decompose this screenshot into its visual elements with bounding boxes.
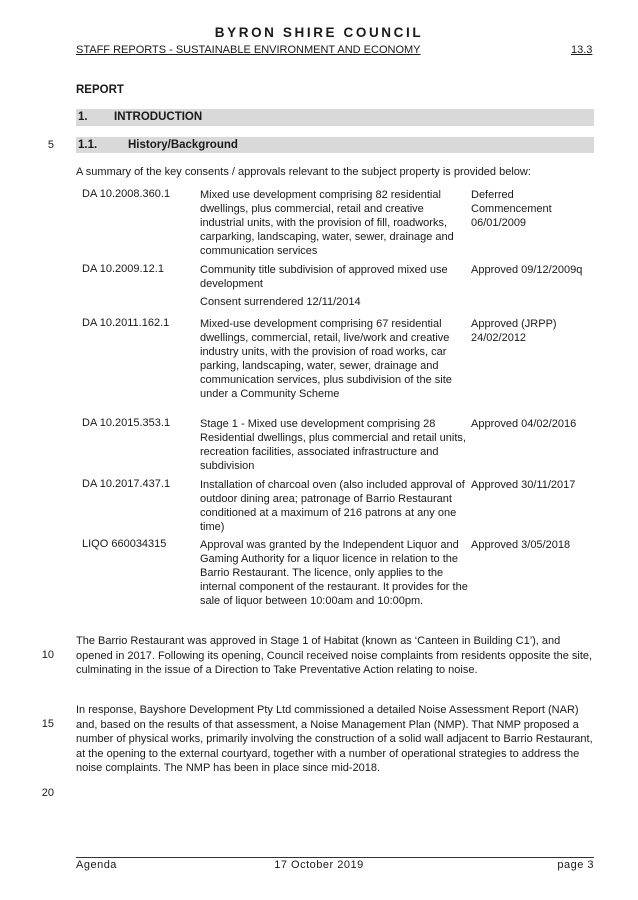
- line-number: 10: [41, 649, 54, 661]
- footer-agenda: Agenda: [76, 859, 117, 871]
- subsection-heading-bar: [76, 137, 594, 153]
- consent-status: Approved (JRPP) 24/02/2012: [471, 318, 557, 345]
- consent-id: DA 10.2015.353.1: [82, 417, 171, 429]
- report-subtitle: STAFF REPORTS - SUSTAINABLE ENVIRONMENT AND ECONOMY: [76, 44, 421, 56]
- footer-page-number: page 3: [557, 859, 594, 871]
- consent-note: Consent surrendered 12/11/2014: [200, 296, 361, 308]
- intro-text: A summary of the key consents / approvals relevant to the subject property is provided below:: [76, 166, 531, 178]
- consent-id: DA 10.2008.360.1: [82, 188, 171, 200]
- footer-date: 17 October 2019: [274, 859, 364, 871]
- consent-description: Mixed use development comprising 82 residential dwellings, plus commercial, retail and creative industrial units, with the provision of fill, roadworks, carparking, landscaping, water, sewer, drainage and communication services: [200, 189, 454, 258]
- consent-status: Approved 30/11/2017: [471, 479, 576, 491]
- consent-status: Approved 3/05/2018: [471, 539, 571, 551]
- report-heading: REPORT: [76, 84, 124, 96]
- consent-id: DA 10.2011.162.1: [82, 317, 170, 329]
- consent-description: Stage 1 - Mixed use development comprising 28 Residential dwellings, plus commercial and retail units, recreation facilities, associated infrastructure and subdivision: [200, 418, 466, 473]
- consent-status: Approved 04/02/2016: [471, 418, 577, 430]
- line-number: 5: [47, 139, 54, 151]
- section-number-label: 1.: [78, 111, 88, 123]
- consent-description: Mixed-use development comprising 67 residential dwellings, commercial, retail, live/work and creative industry units, with the provision of road works, car parking, landscaping, water, sewer, drainage and communication services, plus subdivision of the site under a Community Scheme: [200, 318, 452, 401]
- line-number: 15: [41, 718, 54, 730]
- footer-rule: [76, 857, 594, 858]
- consent-description: Community title subdivision of approved mixed use development: [200, 264, 448, 291]
- consent-status: Deferred Commencement 06/01/2009: [471, 189, 552, 230]
- consent-id: DA 10.2017.437.1: [82, 478, 171, 490]
- body-paragraph: In response, Bayshore Development Pty Ltd commissioned a detailed Noise Assessment Report (NAR) and, based on the results of that assessment, a Noise Management Plan (NMP). That NMP proposed a number of physical works, primarily involving the construction of a solid wall adjacent to Barrio Restaurant, at the opening to the external courtyard, together with a number of operational strategies to address the noise complaints. The NMP has been in place since mid-2018.: [76, 704, 593, 775]
- subsection-number-label: 1.1.: [78, 139, 98, 151]
- body-paragraph: The Barrio Restaurant was approved in Stage 1 of Habitat (known as ‘Canteen in Building C1’), and opened in 2017. Following its opening, Council received noise complaints from residents opposite the site, culminating in the issue of a Direction to Take Preventative Action relating to noise.: [76, 635, 593, 677]
- section-heading-bar: [76, 109, 594, 126]
- section-title: INTRODUCTION: [114, 111, 203, 123]
- consent-id: DA 10.2009.12.1: [82, 263, 164, 275]
- council-name: BYRON SHIRE COUNCIL: [214, 25, 424, 40]
- consent-status: Approved 09/12/2009q: [471, 264, 583, 276]
- consent-id: LIQO 660034315: [82, 538, 167, 550]
- line-number: 20: [41, 787, 54, 799]
- section-number: 13.3: [571, 44, 593, 56]
- subsection-title: History/Background: [128, 139, 238, 151]
- consent-description: Approval was granted by the Independent Liquor and Gaming Authority for a liquor licence in relation to the Barrio Restaurant. The licence, only applies to the internal component of the restaurant. It provides for the sale of liquor between 10:00am and 10:00pm.: [200, 539, 468, 608]
- consent-description: Installation of charcoal oven (also included approval of outdoor dining area; patronage of Barrio Restaurant conditioned at a maximum of 216 patrons at any one time): [200, 479, 465, 534]
